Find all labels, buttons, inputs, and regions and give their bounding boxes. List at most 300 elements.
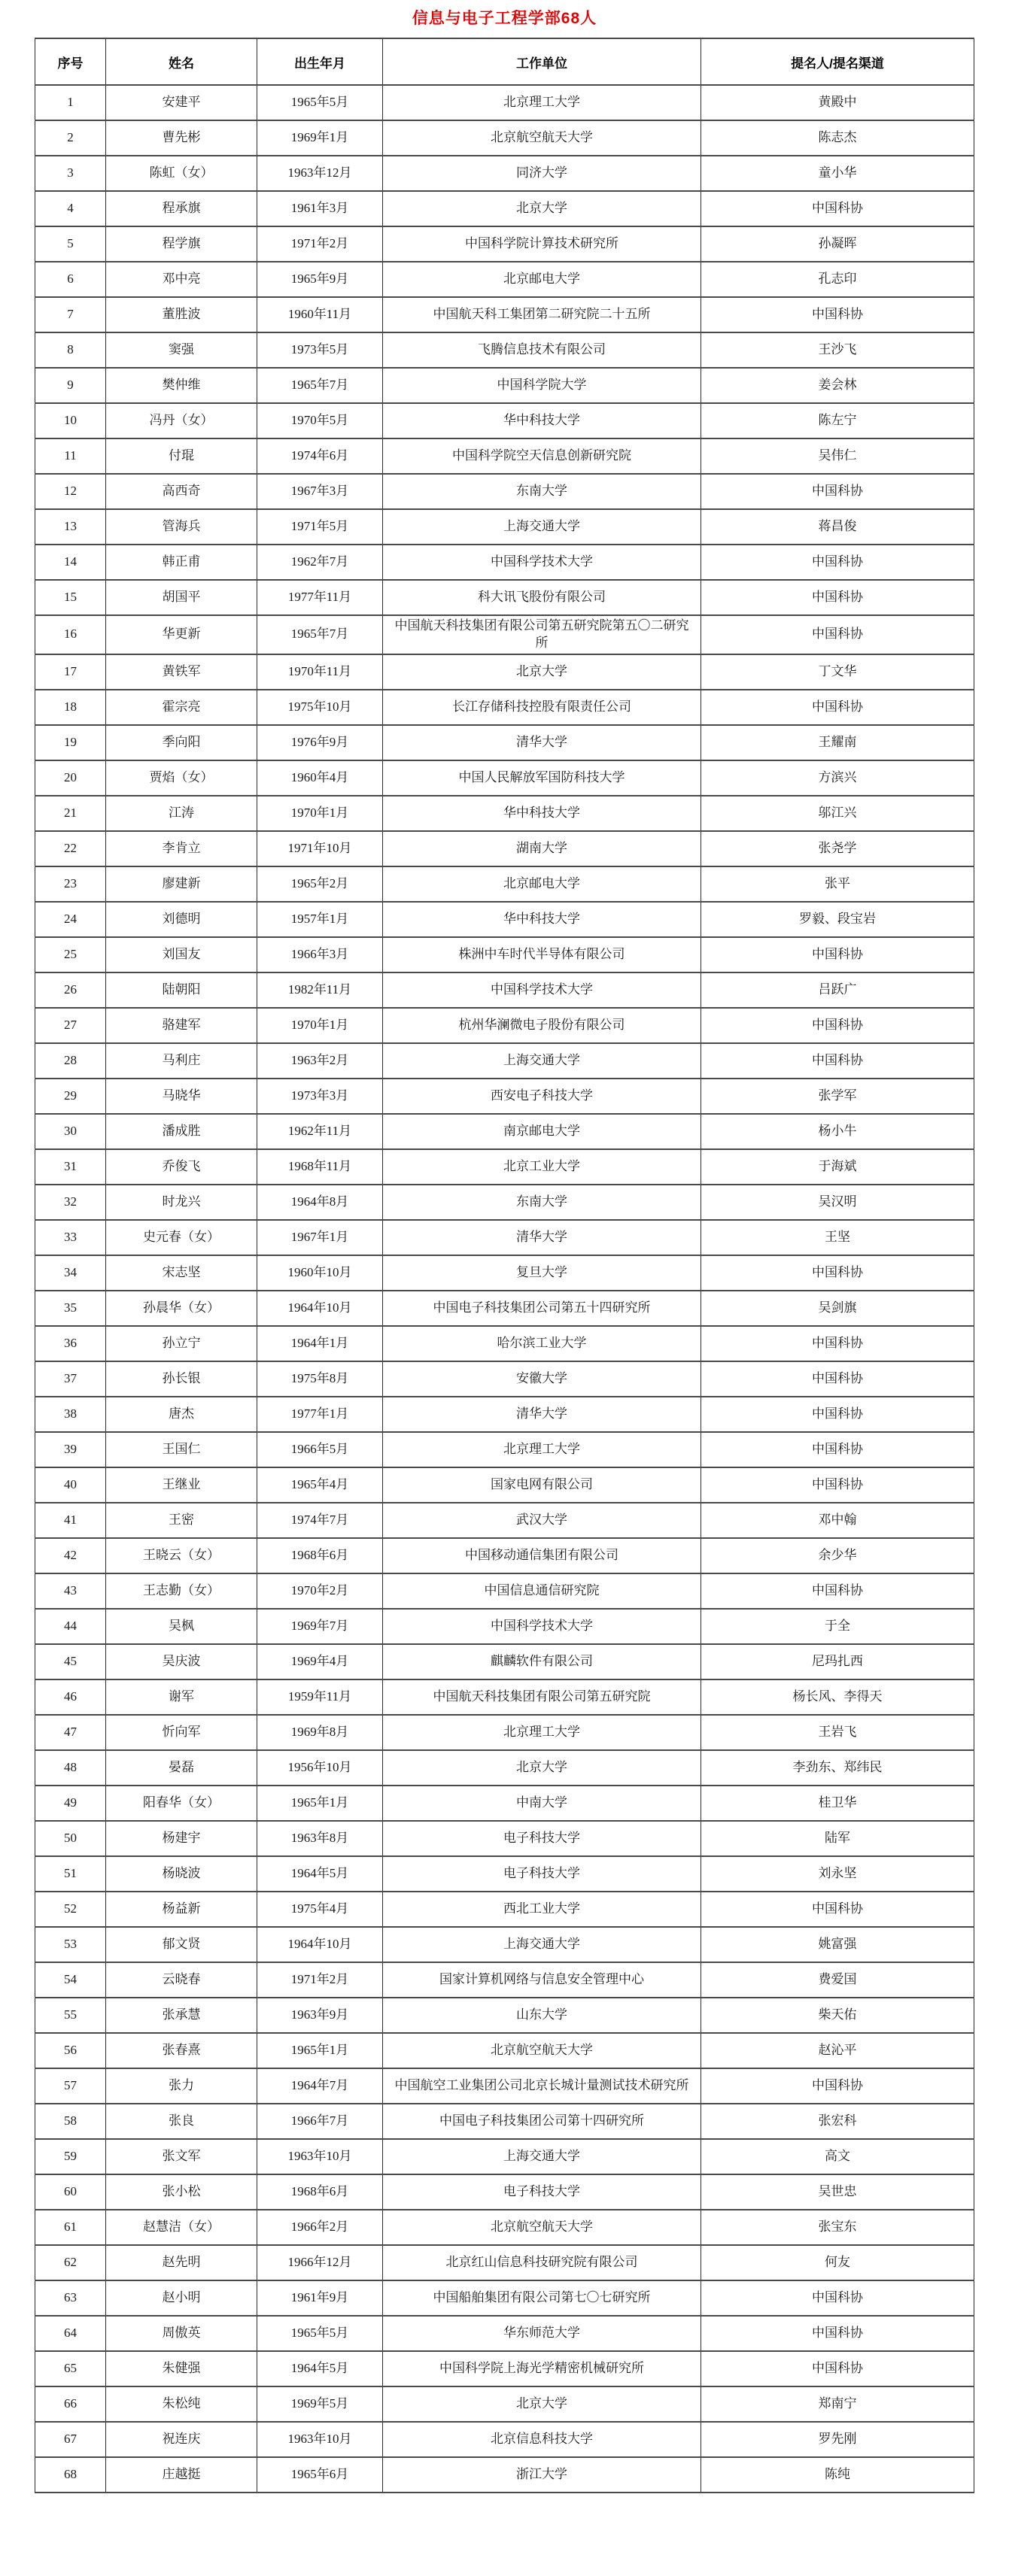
table-row — [35, 1644, 974, 1679]
cell-nominator: 中国科协 — [701, 1326, 974, 1361]
table-row — [35, 1715, 974, 1750]
cell-index: 60 — [35, 2174, 106, 2210]
cell-name: 吴枫 — [106, 1609, 257, 1644]
cell-birthdate: 1970年1月 — [257, 1008, 383, 1043]
cell-index: 30 — [35, 1114, 106, 1149]
cell-nominator: 姜会林 — [701, 368, 974, 403]
cell-birthdate: 1974年6月 — [257, 438, 383, 474]
cell-nominator: 吴剑旗 — [701, 1291, 974, 1326]
cell-nominator: 中国科协 — [701, 1008, 974, 1043]
cell-name: 庄越挺 — [106, 2457, 257, 2493]
cell-workunit: 复旦大学 — [383, 1255, 701, 1291]
header-name: 姓名 — [106, 38, 257, 85]
cell-name: 史元春（女） — [106, 1220, 257, 1255]
cell-birthdate: 1977年11月 — [257, 580, 383, 615]
cell-index: 29 — [35, 1079, 106, 1114]
cell-birthdate: 1963年8月 — [257, 1821, 383, 1856]
cell-index: 49 — [35, 1786, 106, 1821]
cell-name: 骆建军 — [106, 1008, 257, 1043]
cell-birthdate: 1964年5月 — [257, 1856, 383, 1892]
cell-birthdate: 1969年7月 — [257, 1609, 383, 1644]
table-row — [35, 580, 974, 615]
cell-name: 赵小明 — [106, 2280, 257, 2316]
cell-name: 江涛 — [106, 796, 257, 831]
table-row — [35, 509, 974, 545]
table-row — [35, 226, 974, 262]
table-row — [35, 1361, 974, 1397]
cell-nominator: 罗先刚 — [701, 2422, 974, 2457]
cell-birthdate: 1968年6月 — [257, 2174, 383, 2210]
cell-index: 41 — [35, 1503, 106, 1538]
cell-birthdate: 1976年9月 — [257, 725, 383, 760]
table-row — [35, 760, 974, 796]
cell-birthdate: 1961年9月 — [257, 2280, 383, 2316]
table-row — [35, 2280, 974, 2316]
cell-workunit: 北京理工大学 — [383, 1432, 701, 1467]
cell-nominator: 邬江兴 — [701, 796, 974, 831]
cell-name: 张力 — [106, 2068, 257, 2104]
cell-workunit: 北京大学 — [383, 654, 701, 690]
cell-name: 董胜波 — [106, 297, 257, 332]
cell-workunit: 北京航空航天大学 — [383, 2033, 701, 2068]
table-row — [35, 937, 974, 972]
cell-birthdate: 1982年11月 — [257, 972, 383, 1008]
cell-birthdate: 1969年1月 — [257, 120, 383, 156]
table-row — [35, 2174, 974, 2210]
cell-nominator: 中国科协 — [701, 474, 974, 509]
cell-birthdate: 1971年10月 — [257, 831, 383, 866]
cell-name: 王继业 — [106, 1467, 257, 1503]
cell-nominator: 吴伟仁 — [701, 438, 974, 474]
cell-birthdate: 1963年2月 — [257, 1043, 383, 1079]
cell-workunit: 上海交通大学 — [383, 1927, 701, 1962]
table-row — [35, 1786, 974, 1821]
cell-name: 祝连庆 — [106, 2422, 257, 2457]
cell-nominator: 吴世忠 — [701, 2174, 974, 2210]
cell-birthdate: 1973年3月 — [257, 1079, 383, 1114]
table-row — [35, 120, 974, 156]
cell-birthdate: 1964年1月 — [257, 1326, 383, 1361]
cell-name: 马利庄 — [106, 1043, 257, 1079]
cell-workunit: 北京理工大学 — [383, 85, 701, 120]
cell-birthdate: 1963年10月 — [257, 2422, 383, 2457]
cell-workunit: 电子科技大学 — [383, 2174, 701, 2210]
cell-nominator: 中国科协 — [701, 191, 974, 226]
cell-birthdate: 1970年11月 — [257, 654, 383, 690]
cell-nominator: 中国科协 — [701, 1397, 974, 1432]
cell-nominator: 中国科协 — [701, 1361, 974, 1397]
cell-index: 48 — [35, 1750, 106, 1786]
cell-index: 39 — [35, 1432, 106, 1467]
cell-nominator: 杨长风、李得天 — [701, 1679, 974, 1715]
table-row — [35, 1856, 974, 1892]
cell-name: 廖建新 — [106, 866, 257, 902]
cell-workunit: 杭州华澜微电子股份有限公司 — [383, 1008, 701, 1043]
cell-birthdate: 1965年1月 — [257, 2033, 383, 2068]
cell-name: 王国仁 — [106, 1432, 257, 1467]
cell-nominator: 陈志杰 — [701, 120, 974, 156]
cell-workunit: 北京大学 — [383, 1750, 701, 1786]
cell-index: 35 — [35, 1291, 106, 1326]
cell-birthdate: 1965年5月 — [257, 85, 383, 120]
cell-birthdate: 1966年12月 — [257, 2245, 383, 2280]
table-row — [35, 1432, 974, 1467]
cell-name: 程学旗 — [106, 226, 257, 262]
cell-workunit: 湖南大学 — [383, 831, 701, 866]
cell-workunit: 北京航空航天大学 — [383, 2210, 701, 2245]
cell-nominator: 尼玛扎西 — [701, 1644, 974, 1679]
cell-workunit: 北京理工大学 — [383, 1715, 701, 1750]
cell-name: 张承慧 — [106, 1998, 257, 2033]
cell-index: 11 — [35, 438, 106, 474]
table-row — [35, 2139, 974, 2174]
cell-index: 16 — [35, 615, 106, 654]
cell-birthdate: 1971年2月 — [257, 1962, 383, 1998]
cell-birthdate: 1965年7月 — [257, 615, 383, 654]
cell-workunit: 安徽大学 — [383, 1361, 701, 1397]
cell-workunit: 清华大学 — [383, 1397, 701, 1432]
table-row — [35, 1750, 974, 1786]
cell-index: 22 — [35, 831, 106, 866]
cell-name: 张春熹 — [106, 2033, 257, 2068]
cell-workunit: 西北工业大学 — [383, 1892, 701, 1927]
table-body — [35, 85, 974, 2493]
cell-birthdate: 1963年9月 — [257, 1998, 383, 2033]
roster-table — [35, 38, 974, 2493]
cell-workunit: 中南大学 — [383, 1786, 701, 1821]
cell-nominator: 罗毅、段宝岩 — [701, 902, 974, 937]
cell-birthdate: 1960年4月 — [257, 760, 383, 796]
cell-workunit: 飞腾信息技术有限公司 — [383, 332, 701, 368]
cell-index: 14 — [35, 545, 106, 580]
cell-nominator: 中国科协 — [701, 2316, 974, 2351]
cell-workunit: 中国科学技术大学 — [383, 1609, 701, 1644]
cell-birthdate: 1969年8月 — [257, 1715, 383, 1750]
cell-birthdate: 1956年10月 — [257, 1750, 383, 1786]
cell-index: 9 — [35, 368, 106, 403]
cell-index: 52 — [35, 1892, 106, 1927]
cell-index: 18 — [35, 690, 106, 725]
cell-name: 韩正甫 — [106, 545, 257, 580]
cell-workunit: 中国科学院上海光学精密机械研究所 — [383, 2351, 701, 2386]
cell-workunit: 北京大学 — [383, 191, 701, 226]
cell-name: 安建平 — [106, 85, 257, 120]
cell-name: 陆朝阳 — [106, 972, 257, 1008]
table-row — [35, 2351, 974, 2386]
cell-birthdate: 1962年11月 — [257, 1114, 383, 1149]
table-row — [35, 438, 974, 474]
cell-name: 张小松 — [106, 2174, 257, 2210]
cell-workunit: 中国科学技术大学 — [383, 972, 701, 1008]
cell-nominator: 王坚 — [701, 1220, 974, 1255]
cell-birthdate: 1975年4月 — [257, 1892, 383, 1927]
cell-nominator: 王岩飞 — [701, 1715, 974, 1750]
cell-workunit: 南京邮电大学 — [383, 1114, 701, 1149]
cell-index: 24 — [35, 902, 106, 937]
cell-workunit: 中国航天科技集团有限公司第五研究院 — [383, 1679, 701, 1715]
cell-index: 68 — [35, 2457, 106, 2493]
cell-index: 57 — [35, 2068, 106, 2104]
table-row — [35, 1892, 974, 1927]
table-row — [35, 654, 974, 690]
cell-index: 66 — [35, 2386, 106, 2422]
cell-workunit: 上海交通大学 — [383, 2139, 701, 2174]
cell-workunit: 长江存储科技控股有限责任公司 — [383, 690, 701, 725]
cell-workunit: 哈尔滨工业大学 — [383, 1326, 701, 1361]
cell-name: 朱健强 — [106, 2351, 257, 2386]
cell-index: 63 — [35, 2280, 106, 2316]
cell-name: 赵慧洁（女） — [106, 2210, 257, 2245]
cell-workunit: 麒麟软件有限公司 — [383, 1644, 701, 1679]
table-row — [35, 2068, 974, 2104]
cell-nominator: 中国科协 — [701, 1043, 974, 1079]
cell-name: 唐杰 — [106, 1397, 257, 1432]
table-row — [35, 1220, 974, 1255]
cell-workunit: 中国船舶集团有限公司第七〇七研究所 — [383, 2280, 701, 2316]
table-row — [35, 403, 974, 438]
cell-index: 20 — [35, 760, 106, 796]
cell-name: 贾焰（女） — [106, 760, 257, 796]
cell-birthdate: 1964年7月 — [257, 2068, 383, 2104]
cell-birthdate: 1963年10月 — [257, 2139, 383, 2174]
cell-nominator: 中国科协 — [701, 2351, 974, 2386]
cell-index: 40 — [35, 1467, 106, 1503]
cell-name: 管海兵 — [106, 509, 257, 545]
cell-index: 53 — [35, 1927, 106, 1962]
table-row — [35, 262, 974, 297]
cell-nominator: 姚富强 — [701, 1927, 974, 1962]
cell-name: 张文军 — [106, 2139, 257, 2174]
cell-workunit: 株洲中车时代半导体有限公司 — [383, 937, 701, 972]
cell-index: 21 — [35, 796, 106, 831]
cell-name: 邓中亮 — [106, 262, 257, 297]
cell-workunit: 东南大学 — [383, 474, 701, 509]
cell-name: 高西奇 — [106, 474, 257, 509]
cell-workunit: 华中科技大学 — [383, 403, 701, 438]
cell-nominator: 张宏科 — [701, 2104, 974, 2139]
cell-nominator: 中国科协 — [701, 580, 974, 615]
cell-birthdate: 1968年6月 — [257, 1538, 383, 1573]
cell-nominator: 张平 — [701, 866, 974, 902]
cell-nominator: 于全 — [701, 1609, 974, 1644]
cell-nominator: 赵沁平 — [701, 2033, 974, 2068]
cell-birthdate: 1962年7月 — [257, 545, 383, 580]
cell-birthdate: 1957年1月 — [257, 902, 383, 937]
cell-nominator: 杨小牛 — [701, 1114, 974, 1149]
cell-name: 王密 — [106, 1503, 257, 1538]
table-row — [35, 615, 974, 654]
cell-index: 45 — [35, 1644, 106, 1679]
cell-index: 25 — [35, 937, 106, 972]
cell-nominator: 中国科协 — [701, 297, 974, 332]
cell-index: 61 — [35, 2210, 106, 2245]
cell-birthdate: 1970年1月 — [257, 796, 383, 831]
table-header — [35, 38, 974, 85]
cell-name: 吴庆波 — [106, 1644, 257, 1679]
table-row — [35, 1538, 974, 1573]
cell-workunit: 华中科技大学 — [383, 796, 701, 831]
cell-birthdate: 1965年1月 — [257, 1786, 383, 1821]
table-row — [35, 690, 974, 725]
cell-name: 潘成胜 — [106, 1114, 257, 1149]
cell-nominator: 陆军 — [701, 1821, 974, 1856]
cell-workunit: 中国科学院空天信息创新研究院 — [383, 438, 701, 474]
table-row — [35, 2104, 974, 2139]
table-row — [35, 156, 974, 191]
cell-nominator: 柴天佑 — [701, 1998, 974, 2033]
cell-birthdate: 1965年6月 — [257, 2457, 383, 2493]
table-row — [35, 2316, 974, 2351]
table-row — [35, 1467, 974, 1503]
cell-name: 谢军 — [106, 1679, 257, 1715]
cell-workunit: 中国电子科技集团公司第五十四研究所 — [383, 1291, 701, 1326]
cell-birthdate: 1964年10月 — [257, 1291, 383, 1326]
cell-nominator: 郑南宁 — [701, 2386, 974, 2422]
cell-name: 朱松纯 — [106, 2386, 257, 2422]
cell-index: 43 — [35, 1573, 106, 1609]
cell-index: 37 — [35, 1361, 106, 1397]
cell-name: 周傲英 — [106, 2316, 257, 2351]
cell-nominator: 于海斌 — [701, 1149, 974, 1185]
cell-name: 晏磊 — [106, 1750, 257, 1786]
cell-index: 28 — [35, 1043, 106, 1079]
table-row — [35, 866, 974, 902]
table-row — [35, 2457, 974, 2493]
cell-name: 宋志坚 — [106, 1255, 257, 1291]
cell-nominator: 刘永坚 — [701, 1856, 974, 1892]
cell-workunit: 华东师范大学 — [383, 2316, 701, 2351]
cell-nominator: 孙凝晖 — [701, 226, 974, 262]
cell-nominator: 陈左宁 — [701, 403, 974, 438]
cell-index: 62 — [35, 2245, 106, 2280]
cell-workunit: 北京邮电大学 — [383, 262, 701, 297]
cell-workunit: 中国科学院大学 — [383, 368, 701, 403]
cell-index: 4 — [35, 191, 106, 226]
cell-nominator: 吕跃广 — [701, 972, 974, 1008]
table-row — [35, 1821, 974, 1856]
cell-index: 67 — [35, 2422, 106, 2457]
cell-index: 38 — [35, 1397, 106, 1432]
cell-nominator: 费爱国 — [701, 1962, 974, 1998]
cell-nominator: 中国科协 — [701, 615, 974, 654]
cell-name: 程承旗 — [106, 191, 257, 226]
cell-workunit: 北京大学 — [383, 2386, 701, 2422]
cell-name: 忻向军 — [106, 1715, 257, 1750]
cell-birthdate: 1967年3月 — [257, 474, 383, 509]
cell-birthdate: 1960年11月 — [257, 297, 383, 332]
cell-index: 50 — [35, 1821, 106, 1856]
cell-name: 杨益新 — [106, 1892, 257, 1927]
cell-index: 5 — [35, 226, 106, 262]
cell-workunit: 中国科学院计算技术研究所 — [383, 226, 701, 262]
cell-nominator: 中国科协 — [701, 1432, 974, 1467]
header-index: 序号 — [35, 38, 106, 85]
cell-workunit: 清华大学 — [383, 1220, 701, 1255]
table-row — [35, 1043, 974, 1079]
cell-workunit: 山东大学 — [383, 1998, 701, 2033]
cell-index: 55 — [35, 1998, 106, 2033]
cell-workunit: 浙江大学 — [383, 2457, 701, 2493]
cell-index: 8 — [35, 332, 106, 368]
cell-nominator: 中国科协 — [701, 2280, 974, 2316]
cell-nominator: 中国科协 — [701, 1892, 974, 1927]
table-row — [35, 1962, 974, 1998]
table-row — [35, 1326, 974, 1361]
cell-workunit: 中国信息通信研究院 — [383, 1573, 701, 1609]
cell-workunit: 国家计算机网络与信息安全管理中心 — [383, 1962, 701, 1998]
cell-name: 霍宗亮 — [106, 690, 257, 725]
cell-index: 1 — [35, 85, 106, 120]
cell-name: 王晓云（女） — [106, 1538, 257, 1573]
cell-nominator: 蒋昌俊 — [701, 509, 974, 545]
cell-nominator: 王沙飞 — [701, 332, 974, 368]
cell-index: 34 — [35, 1255, 106, 1291]
cell-name: 曹先彬 — [106, 120, 257, 156]
cell-birthdate: 1963年12月 — [257, 156, 383, 191]
cell-index: 7 — [35, 297, 106, 332]
cell-name: 樊仲维 — [106, 368, 257, 403]
cell-nominator: 王耀南 — [701, 725, 974, 760]
cell-index: 26 — [35, 972, 106, 1008]
table-row — [35, 1397, 974, 1432]
cell-workunit: 中国航空工业集团公司北京长城计量测试技术研究所 — [383, 2068, 701, 2104]
table-row — [35, 1008, 974, 1043]
cell-index: 33 — [35, 1220, 106, 1255]
cell-index: 15 — [35, 580, 106, 615]
cell-workunit: 中国科学技术大学 — [383, 545, 701, 580]
cell-index: 3 — [35, 156, 106, 191]
cell-nominator: 中国科协 — [701, 1255, 974, 1291]
cell-index: 13 — [35, 509, 106, 545]
cell-birthdate: 1974年7月 — [257, 1503, 383, 1538]
table-row — [35, 972, 974, 1008]
table-row — [35, 191, 974, 226]
cell-nominator: 孔志印 — [701, 262, 974, 297]
cell-name: 赵先明 — [106, 2245, 257, 2280]
cell-workunit: 北京工业大学 — [383, 1149, 701, 1185]
cell-index: 65 — [35, 2351, 106, 2386]
cell-name: 胡国平 — [106, 580, 257, 615]
table-row — [35, 1185, 974, 1220]
cell-workunit: 武汉大学 — [383, 1503, 701, 1538]
cell-nominator: 邓中翰 — [701, 1503, 974, 1538]
header-nominator: 提名人/提名渠道 — [701, 38, 974, 85]
cell-nominator: 中国科协 — [701, 545, 974, 580]
cell-birthdate: 1969年5月 — [257, 2386, 383, 2422]
cell-name: 杨晓波 — [106, 1856, 257, 1892]
table-row — [35, 85, 974, 120]
cell-name: 付琨 — [106, 438, 257, 474]
cell-index: 27 — [35, 1008, 106, 1043]
cell-index: 42 — [35, 1538, 106, 1573]
cell-name: 乔俊飞 — [106, 1149, 257, 1185]
cell-workunit: 中国航天科工集团第二研究院二十五所 — [383, 297, 701, 332]
cell-nominator: 高文 — [701, 2139, 974, 2174]
cell-birthdate: 1961年3月 — [257, 191, 383, 226]
cell-workunit: 北京信息科技大学 — [383, 2422, 701, 2457]
table-row — [35, 796, 974, 831]
table-row — [35, 1609, 974, 1644]
cell-index: 44 — [35, 1609, 106, 1644]
table-row — [35, 1998, 974, 2033]
cell-name: 阳春华（女） — [106, 1786, 257, 1821]
cell-nominator: 余少华 — [701, 1538, 974, 1573]
table-row — [35, 902, 974, 937]
cell-nominator: 何友 — [701, 2245, 974, 2280]
cell-index: 10 — [35, 403, 106, 438]
table-row — [35, 474, 974, 509]
cell-index: 2 — [35, 120, 106, 156]
